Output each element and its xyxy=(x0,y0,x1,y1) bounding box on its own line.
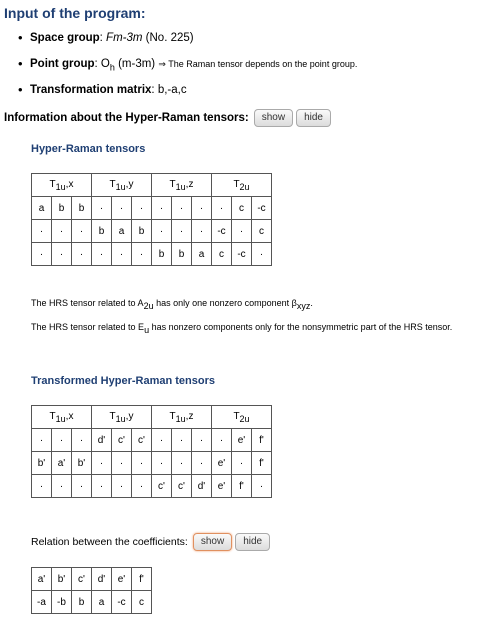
tensor-cell: f' xyxy=(252,452,272,475)
tensor-cell: · xyxy=(172,220,192,243)
tensor-cell: c xyxy=(252,220,272,243)
eu-note-sub: u xyxy=(144,324,150,335)
tensor-cell: · xyxy=(112,452,132,475)
tensor-cell: a xyxy=(112,220,132,243)
tensor-cell: b xyxy=(92,220,112,243)
tensor-cell: b xyxy=(132,220,152,243)
tensor-cell: · xyxy=(112,475,132,498)
tensor-cell: e' xyxy=(232,429,252,452)
point-group-note: ⇒ The Raman tensor depends on the point group. xyxy=(158,59,358,69)
tensor-cell: · xyxy=(92,197,112,220)
tensor-cell: · xyxy=(32,429,52,452)
point-group-item: • Point group: $O_h$ (m-3m) ⇒ The Raman tensor depends on the point group. xyxy=(14,54,357,80)
relation-cell: e' xyxy=(112,568,132,591)
tensor-cell: · xyxy=(252,243,272,266)
relation-cell: c xyxy=(132,591,152,614)
table-row xyxy=(32,197,272,220)
tensor-cell: · xyxy=(252,475,272,498)
tensor-cell: a' xyxy=(52,452,72,475)
relation-cell: c' xyxy=(72,568,92,591)
tensor-cell: · xyxy=(52,243,72,266)
tensor-cell: · xyxy=(32,220,52,243)
table-row xyxy=(32,475,272,498)
space-group-item: • Space group: Fm-3m (No. 225) xyxy=(14,28,357,54)
relation-line xyxy=(31,533,270,551)
tensor-cell: · xyxy=(172,452,192,475)
tensor-cell: · xyxy=(72,475,92,498)
relation-cell: a xyxy=(92,591,112,614)
tensor-cell: · xyxy=(152,197,172,220)
a2u-note-text2: has only one nonzero component β xyxy=(153,298,297,308)
tensor-cell: · xyxy=(192,429,212,452)
page-heading: Input of the program: xyxy=(4,5,146,21)
a2u-note-sub: 2u xyxy=(143,300,154,311)
table-row xyxy=(32,452,272,475)
irrep-header: $T_{1u},z$ xyxy=(152,174,212,197)
tensor-cell: -c xyxy=(212,220,232,243)
space-group-value: Fm-3m xyxy=(106,32,143,44)
tensor-cell: · xyxy=(212,429,232,452)
eu-note xyxy=(31,322,452,335)
tensor-cell: c xyxy=(232,197,252,220)
tensor-cell: · xyxy=(32,243,52,266)
tensor-cell: b xyxy=(152,243,172,266)
tensor-cell: b xyxy=(172,243,192,266)
tensor-cell: e' xyxy=(212,452,232,475)
tensor-cell: · xyxy=(72,243,92,266)
tensor-cell: · xyxy=(192,197,212,220)
input-list xyxy=(14,28,357,106)
hyper-raman-info-label: Information about the Hyper-Raman tensors: xyxy=(4,112,249,124)
transformed-title: Transformed Hyper-Raman tensors xyxy=(31,375,215,387)
table-row xyxy=(32,591,152,614)
a2u-note-sub2: xyz xyxy=(296,300,311,311)
relation-table xyxy=(31,567,152,614)
transformation-value: b,-a,c xyxy=(157,84,187,96)
irrep-header: $T_{1u},x$ xyxy=(32,406,92,429)
tensor-cell: · xyxy=(232,452,252,475)
tensor-cell: c xyxy=(212,243,232,266)
tensor-cell: c' xyxy=(132,429,152,452)
tensor-cell: b' xyxy=(72,452,92,475)
tensor-cell: · xyxy=(132,197,152,220)
relation-cell: -b xyxy=(52,591,72,614)
a2u-note xyxy=(31,298,313,311)
tensor-cell: · xyxy=(72,220,92,243)
eu-note-text2: has nonzero components only for the nonsymmetric part of the HRS tensor. xyxy=(149,322,453,332)
tensor-cell: · xyxy=(92,243,112,266)
tensor-cell: c' xyxy=(112,429,132,452)
relation-cell: b xyxy=(72,591,92,614)
point-group-symbol: (m-3m) xyxy=(118,58,156,70)
tensor-cell: · xyxy=(52,475,72,498)
tensor-cell: · xyxy=(212,197,232,220)
irrep-header: $T_{1u},y$ xyxy=(92,406,152,429)
hyper-raman-info xyxy=(4,109,331,127)
tensor-cell: · xyxy=(192,220,212,243)
a2u-note-end: . xyxy=(310,298,313,308)
table-row xyxy=(32,568,152,591)
irrep-header: $T_{1u},x$ xyxy=(32,174,92,197)
relation-cell: d' xyxy=(92,568,112,591)
header-row xyxy=(32,174,272,197)
transformation-item: • Transformation matrix: b,-a,c xyxy=(14,80,357,106)
tensor-cell: · xyxy=(92,475,112,498)
info-show-button[interactable]: show xyxy=(254,109,293,127)
relation-hide-button[interactable]: hide xyxy=(235,533,270,551)
table-row xyxy=(32,429,272,452)
tensor-cell: c' xyxy=(152,475,172,498)
relation-show-button[interactable]: show xyxy=(193,533,232,551)
tensor-cell: · xyxy=(112,243,132,266)
tensor-cell: f' xyxy=(232,475,252,498)
irrep-header: $T_{2u}$ xyxy=(212,406,272,429)
tensor-cell: · xyxy=(152,429,172,452)
tensor-cell: · xyxy=(152,452,172,475)
tensor-cell: · xyxy=(172,197,192,220)
tensor-cell: b xyxy=(52,197,72,220)
irrep-header: $T_{1u},y$ xyxy=(92,174,152,197)
tensor-cell: d' xyxy=(92,429,112,452)
table-row xyxy=(32,220,272,243)
tensor-cell: · xyxy=(92,452,112,475)
tensor-cell: · xyxy=(52,220,72,243)
tensor-cell: · xyxy=(132,243,152,266)
table-row xyxy=(32,243,272,266)
tensor-cell: · xyxy=(32,475,52,498)
hyper-raman-table xyxy=(31,173,272,266)
tensor-cell: c' xyxy=(172,475,192,498)
transformed-table xyxy=(31,405,272,498)
relation-cell: -a xyxy=(32,591,52,614)
tensor-cell: · xyxy=(232,220,252,243)
tensor-cell: f' xyxy=(252,429,272,452)
tensor-cell: -c xyxy=(252,197,272,220)
space-group-number: (No. 225) xyxy=(145,32,194,44)
relation-cell: a' xyxy=(32,568,52,591)
tensor-cell: -c xyxy=(232,243,252,266)
tensor-cell: d' xyxy=(192,475,212,498)
eu-note-text: The HRS tensor related to E xyxy=(31,322,145,332)
tensor-cell: · xyxy=(172,429,192,452)
tensor-cell: · xyxy=(132,475,152,498)
tensor-cell: b' xyxy=(32,452,52,475)
tensor-cell: · xyxy=(52,429,72,452)
tensor-cell: e' xyxy=(212,475,232,498)
tensor-cell: a xyxy=(192,243,212,266)
info-hide-button[interactable]: hide xyxy=(296,109,331,127)
header-row xyxy=(32,406,272,429)
relation-cell: f' xyxy=(132,568,152,591)
space-group-label: Space group xyxy=(30,32,100,44)
tensor-cell: · xyxy=(132,452,152,475)
point-group-label: Point group xyxy=(30,58,95,70)
tensor-cell: a xyxy=(32,197,52,220)
relation-cell: b' xyxy=(52,568,72,591)
a2u-note-text: The HRS tensor related to A xyxy=(31,298,144,308)
point-group-subscript: h xyxy=(109,62,115,73)
tensor-cell: · xyxy=(112,197,132,220)
relation-label: Relation between the coefficients: xyxy=(31,536,188,548)
hyper-raman-title: Hyper-Raman tensors xyxy=(31,143,146,155)
tensor-cell: · xyxy=(192,452,212,475)
relation-cell: -c xyxy=(112,591,132,614)
irrep-header: $T_{1u},z$ xyxy=(152,406,212,429)
transformation-label: Transformation matrix xyxy=(30,84,152,96)
tensor-cell: · xyxy=(152,220,172,243)
irrep-header: $T_{2u}$ xyxy=(212,174,272,197)
point-group-value: O xyxy=(100,58,110,70)
tensor-cell: b xyxy=(72,197,92,220)
tensor-cell: · xyxy=(72,429,92,452)
